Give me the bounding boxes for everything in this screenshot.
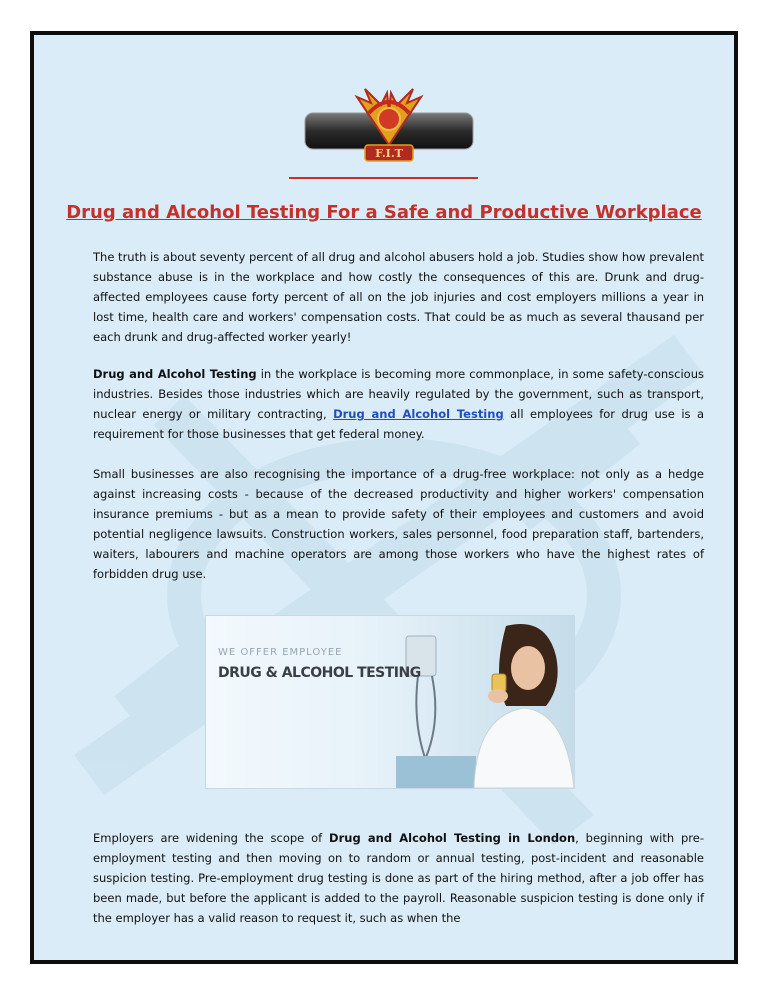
paragraph-small-business: Small businesses are also recognising the importance of a drug-free workplace: not only as a hedge against increasing costs - because of the decreased productivity and higher workers' compensation insurance premiums - but as a mean to provide safety of their employees and customers and avoid potential negligence lawsuits. Construction workers, sales personnel, food preparation staff, bartenders, waiters, labourers and machine operators are among those workers who have the highest rates of forbidden drug use. xyxy=(93,467,704,581)
bold-phrase: Drug and Alcohol Testing xyxy=(93,367,257,381)
title-divider xyxy=(289,177,478,179)
paragraph-text: , beginning with pre-employment testing and then moving on to random or annual testing, post-incident and reasonable suspicion testing. Pre-employment drug testing is done as part of the hiring method, after a job offer has been made, but before the applicant is added to the payroll. Reasonable suspicion testing is done only if the employer has a valid reason to request it, such as when the xyxy=(93,831,704,925)
bold-phrase: Drug and Alcohol Testing in London xyxy=(329,831,576,845)
paragraph-testing xyxy=(93,364,704,444)
paragraph-text: all employees for drug use is a requirement for those businesses that get federal money. xyxy=(93,407,704,441)
paragraph-text: Employers are widening the scope of xyxy=(93,831,330,845)
paragraph-london xyxy=(93,828,704,928)
clinician-figure xyxy=(474,624,574,788)
paragraph-text: in the workplace is becoming more commonplace, in some safety-conscious industries. Besides those industries which are heavily regulated by the government, such as transport, nuclear energy or military contracting, xyxy=(93,367,704,421)
document-title: Drug and Alcohol Testing For a Safe and Productive Workplace xyxy=(66,202,702,223)
promo-line-2: DRUG & ALCOHOL TESTING xyxy=(218,665,421,681)
promo-caption xyxy=(218,647,421,681)
paragraph-intro: The truth is about seventy percent of all drug and alcohol abusers hold a job. Studies show how prevalent substance abuse is in the workplace and how costly the consequences of this are. Drunk and drug-affected employees cause forty percent of all on the job injuries and cost employers millions a year in lost time, health care and workers' compensation costs. That could be as much as several thausand per each drunk and drug-affected worker yearly! xyxy=(93,250,704,344)
document-page xyxy=(30,31,738,964)
promo-image xyxy=(205,615,575,789)
drug-alcohol-testing-link[interactable]: Drug and Alcohol Testing xyxy=(333,407,504,421)
company-logo xyxy=(299,83,479,169)
promo-photo-graphic xyxy=(206,616,574,788)
logo-text: F.I.T xyxy=(375,147,403,160)
promo-line-1: WE OFFER EMPLOYEE xyxy=(218,647,343,658)
